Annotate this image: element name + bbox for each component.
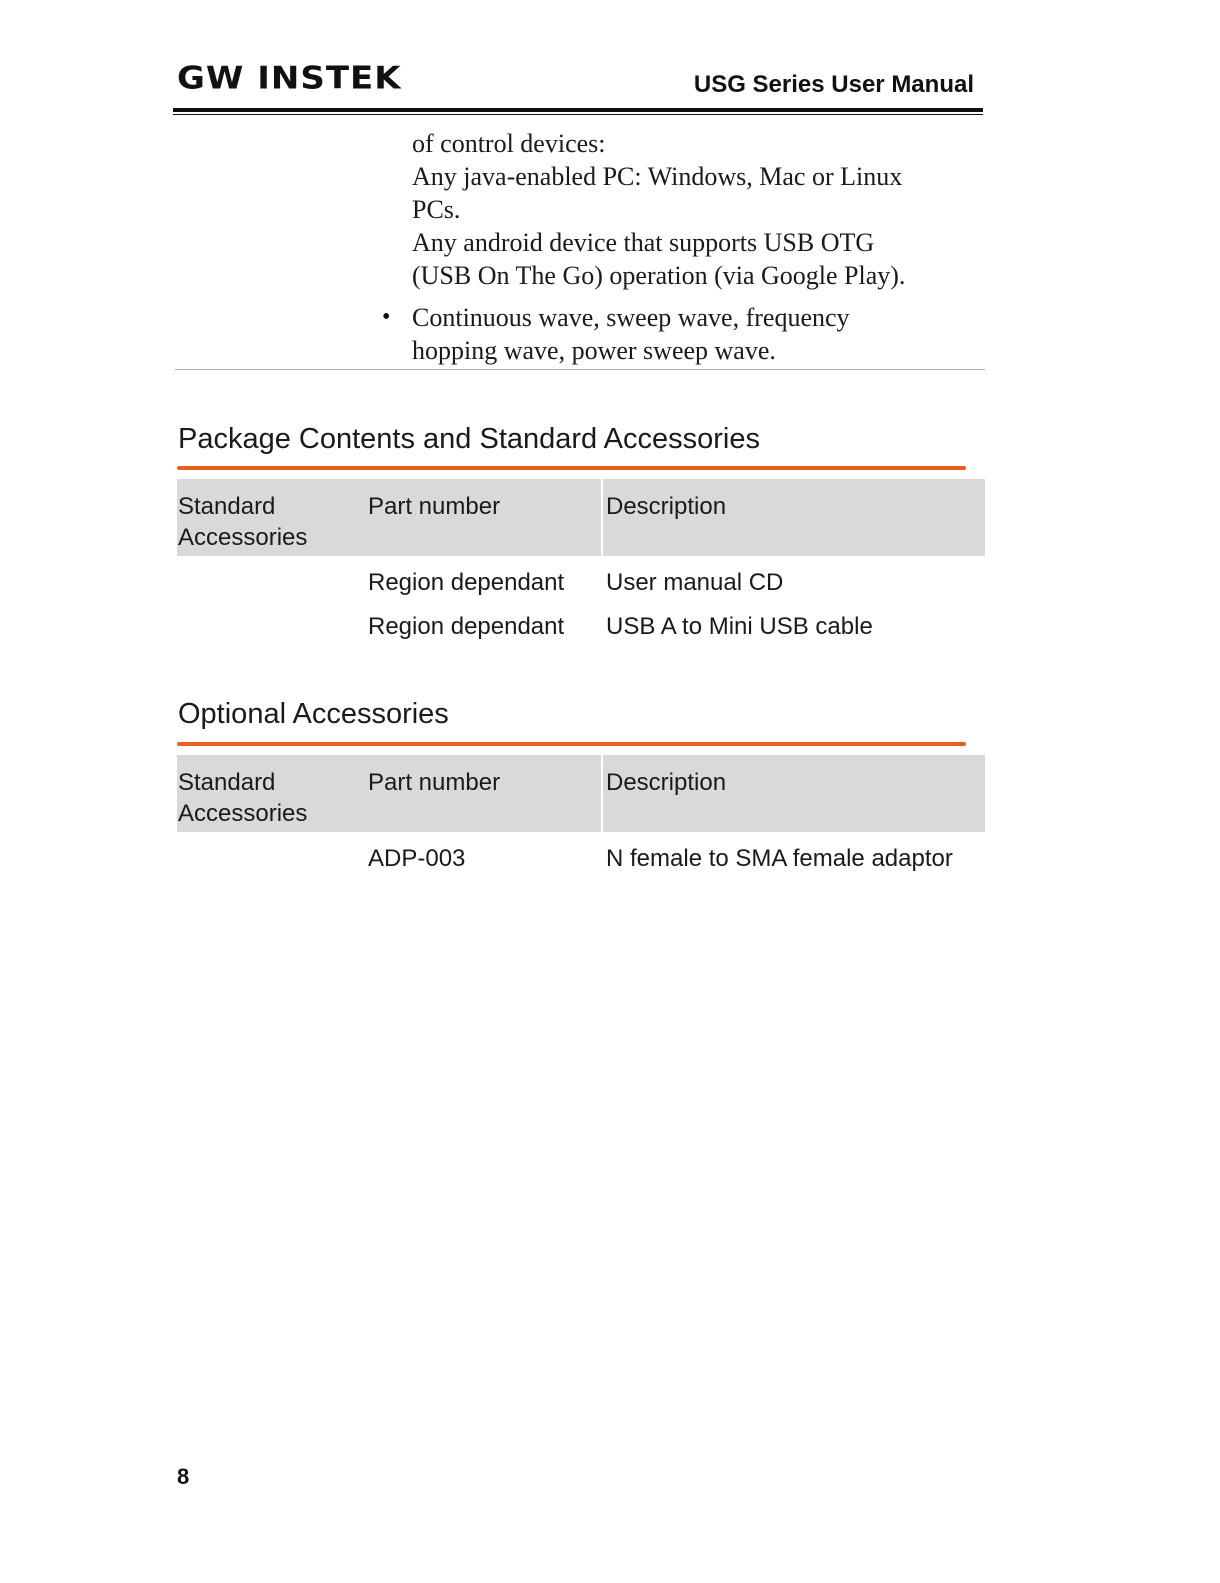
column-header-category: Standard Accessories (178, 493, 308, 551)
continued-paragraph (412, 127, 982, 292)
paragraph-line: Any java-enabled PC: Windows, Mac or Linux (412, 162, 903, 191)
column-header-category: Standard Accessories (178, 769, 308, 827)
part-number-cell: ADP-003 (368, 845, 466, 872)
description-cell: USB A to Mini USB cable (606, 613, 873, 640)
paragraph-line: PCs. (412, 195, 461, 224)
table-row (177, 832, 985, 876)
standard-accessories-table (177, 479, 985, 644)
gw-instek-logo: GW INSTEK (177, 60, 402, 97)
section-separator (175, 369, 985, 370)
part-number-cell: Region dependant (368, 613, 565, 640)
description-cell: User manual CD (606, 569, 784, 596)
heading-underline (177, 466, 966, 470)
header-rule-thick (173, 108, 983, 112)
bullet-paragraph (412, 301, 982, 367)
table-row (177, 556, 985, 600)
table-header (177, 479, 985, 556)
column-divider (601, 755, 603, 832)
manual-title: USG Series User Manual (693, 71, 974, 98)
column-divider (601, 479, 603, 556)
part-number-cell: Region dependant (368, 569, 565, 596)
paragraph-line: Continuous wave, sweep wave, frequency (412, 303, 850, 332)
paragraph-line: of control devices: (412, 129, 606, 158)
paragraph-line: hopping wave, power sweep wave. (412, 336, 776, 365)
description-cell: N female to SMA female adaptor (606, 845, 953, 872)
table-header (177, 755, 985, 832)
bullet-icon: • (382, 304, 391, 330)
page-number: 8 (177, 1464, 190, 1489)
column-header-part-number: Part number (368, 493, 501, 520)
table-row (177, 600, 985, 644)
header-rule-thin (173, 114, 983, 115)
optional-accessories-heading: Optional Accessories (178, 698, 449, 730)
optional-accessories-table (177, 755, 985, 876)
paragraph-line: Any android device that supports USB OTG (412, 228, 875, 257)
column-header-part-number: Part number (368, 769, 501, 796)
package-contents-heading: Package Contents and Standard Accessories (178, 423, 760, 455)
heading-underline (177, 742, 966, 746)
paragraph-line: (USB On The Go) operation (via Google Play). (412, 261, 906, 290)
column-header-description: Description (606, 769, 727, 796)
column-header-description: Description (606, 493, 727, 520)
